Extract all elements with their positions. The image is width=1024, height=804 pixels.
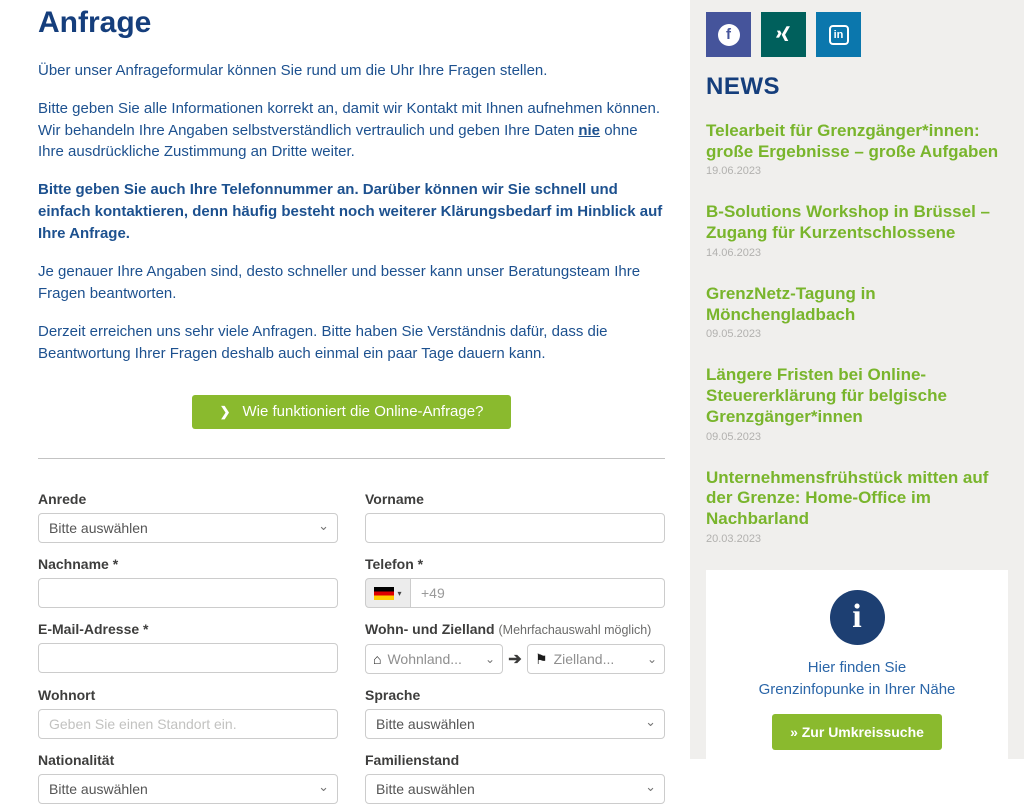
social-links (706, 12, 1008, 57)
how-it-works-label: Wie funktioniert die Online-Anfrage? (242, 403, 484, 421)
news-item (706, 121, 1008, 177)
news-item (706, 284, 1008, 340)
nachname-label: Nachname * (38, 556, 119, 573)
news-item (706, 202, 1008, 258)
field-nationalitaet (38, 752, 338, 804)
familienstand-label: Familienstand (365, 752, 460, 769)
nachname-input[interactable] (38, 578, 338, 608)
germany-flag-icon (374, 587, 394, 600)
how-it-works-button[interactable] (192, 395, 512, 429)
wohnland-value: Wohnland... (387, 651, 462, 668)
intro-paragraph-3-bold: Bitte geben Sie auch Ihre Telefonnummer an. Darüber können wir Sie schnell und einfach kontaktieren, denn häufig besteht noch weiterer Klärungsbedarf im Hinblick auf Ihre Anfrage. (38, 181, 663, 242)
news-item (706, 468, 1008, 545)
cta-row (38, 395, 665, 429)
field-anrede (38, 491, 338, 543)
field-wohnort (38, 687, 338, 739)
grenzinfopunkt-card (706, 570, 1008, 771)
news-link[interactable]: B-Solutions Workshop in Brüssel – Zugang für Kurzentschlossene (706, 202, 990, 243)
field-sprache (365, 687, 665, 739)
news-date: 20.03.2023 (706, 532, 762, 545)
arrow-right-icon: ➔ (508, 651, 522, 669)
news-link[interactable]: Längere Fristen bei Online-Steuererklärung für belgische Grenzgänger*innen (706, 365, 947, 426)
facebook-button[interactable] (706, 12, 751, 57)
field-vorname (365, 491, 665, 543)
info-icon: i (830, 590, 885, 645)
news-date: 19.06.2023 (706, 165, 762, 178)
linkedin-icon: in (829, 25, 849, 45)
emphasis-nie: nie (578, 121, 601, 139)
wohnort-input[interactable] (38, 709, 338, 739)
house-icon: ⌂ (373, 651, 382, 668)
sidebar (690, 0, 1024, 759)
intro-paragraph-2 (38, 98, 665, 163)
linkedin-button[interactable] (816, 12, 861, 57)
section-divider (38, 458, 665, 459)
news-link[interactable]: Telearbeit für Grenzgänger*innen: große Ergebnisse – große Aufgaben (706, 121, 999, 161)
anrede-select[interactable] (38, 513, 338, 543)
info-card-text (722, 657, 992, 701)
nationalitaet-label: Nationalität (38, 752, 115, 769)
anrede-label: Anrede (38, 491, 87, 508)
info-card-line1: Hier finden Sie (807, 658, 907, 676)
sprache-select[interactable] (365, 709, 665, 739)
telefon-input[interactable] (411, 578, 665, 608)
vorname-label: Vorname (365, 491, 424, 508)
sprache-label: Sprache (365, 687, 421, 704)
field-email (38, 621, 338, 674)
zielland-value: Zielland... (553, 651, 615, 668)
xing-button[interactable] (761, 12, 806, 57)
inquiry-form (38, 491, 665, 804)
chevron-down-icon: ⌄ (318, 779, 329, 795)
news-heading: NEWS (706, 73, 780, 100)
chevron-down-icon: ⌄ (646, 652, 657, 667)
wohnland-select[interactable] (365, 644, 503, 674)
nationalitaet-select[interactable] (38, 774, 338, 804)
page-title: Anfrage (38, 6, 152, 39)
field-familienstand (365, 752, 665, 804)
wohnort-label: Wohnort (38, 687, 96, 704)
field-wohn-zielland (365, 621, 665, 674)
country-code-dropdown[interactable] (365, 578, 411, 608)
news-date: 09.05.2023 (706, 328, 762, 341)
news-link[interactable]: GrenzNetz-Tagung in Mönchengladbach (706, 283, 876, 324)
zielland-select[interactable] (527, 644, 665, 674)
facebook-icon: f (718, 24, 740, 46)
xing-icon (773, 24, 795, 46)
intro-paragraph-2-end: ohne Ihre ausdrückliche Zustimmung an Dritte weiter. (38, 121, 638, 161)
chevron-down-icon: ⌄ (484, 652, 495, 667)
umkreissuche-button[interactable]: » Zur Umkreissuche (772, 714, 942, 750)
chevron-down-icon: ⌄ (318, 518, 329, 534)
intro-paragraph-4: Je genauer Ihre Angaben sind, desto schneller und besser kann unser Beratungsteam Ihre Fragen beantworten. (38, 263, 641, 302)
field-telefon (365, 556, 665, 608)
field-nachname (38, 556, 338, 608)
caret-down-icon: ▾ (397, 588, 402, 598)
news-item (706, 365, 1008, 442)
email-label: E-Mail-Adresse * (38, 621, 149, 638)
email-input[interactable] (38, 643, 338, 673)
intro-paragraph-2-start: Bitte geben Sie alle Informationen korrekt an, damit wir Kontakt mit Ihnen aufnehmen können. Wir behandeln Ihre Angaben selbstverständlich vertraulich und geben Ihre Daten (38, 99, 661, 139)
info-card-line2: Grenzinfopunke in Ihrer Nähe (758, 680, 956, 698)
checkered-flag-icon: ⚑ (535, 651, 548, 668)
news-link[interactable]: Unternehmensfrühstück mitten auf der Grenze: Home-Office im Nachbarland (706, 467, 989, 529)
telefon-label: Telefon * (365, 556, 424, 573)
chevron-right-icon: ❯ (219, 404, 231, 420)
news-date: 14.06.2023 (706, 246, 762, 259)
intro-paragraph-1: Über unser Anfrageformular können Sie rund um die Uhr Ihre Fragen stellen. (38, 62, 548, 79)
chevron-down-icon: ⌄ (645, 714, 656, 730)
vorname-input[interactable] (365, 513, 665, 543)
news-date: 09.05.2023 (706, 430, 762, 443)
intro-paragraph-5: Derzeit erreichen uns sehr viele Anfragen. Bitte haben Sie Verständnis dafür, dass die Beantwortung Ihrer Fragen deshalb auch einmal ein paar Tage dauern kann. (38, 322, 608, 362)
wohn-zielland-label: Wohn- und Zielland (Mehrfachauswahl möglich) (365, 621, 652, 638)
familienstand-select[interactable] (365, 774, 665, 804)
chevron-down-icon: ⌄ (645, 779, 656, 795)
wohn-zielland-hint: (Mehrfachauswahl möglich) (498, 623, 652, 638)
